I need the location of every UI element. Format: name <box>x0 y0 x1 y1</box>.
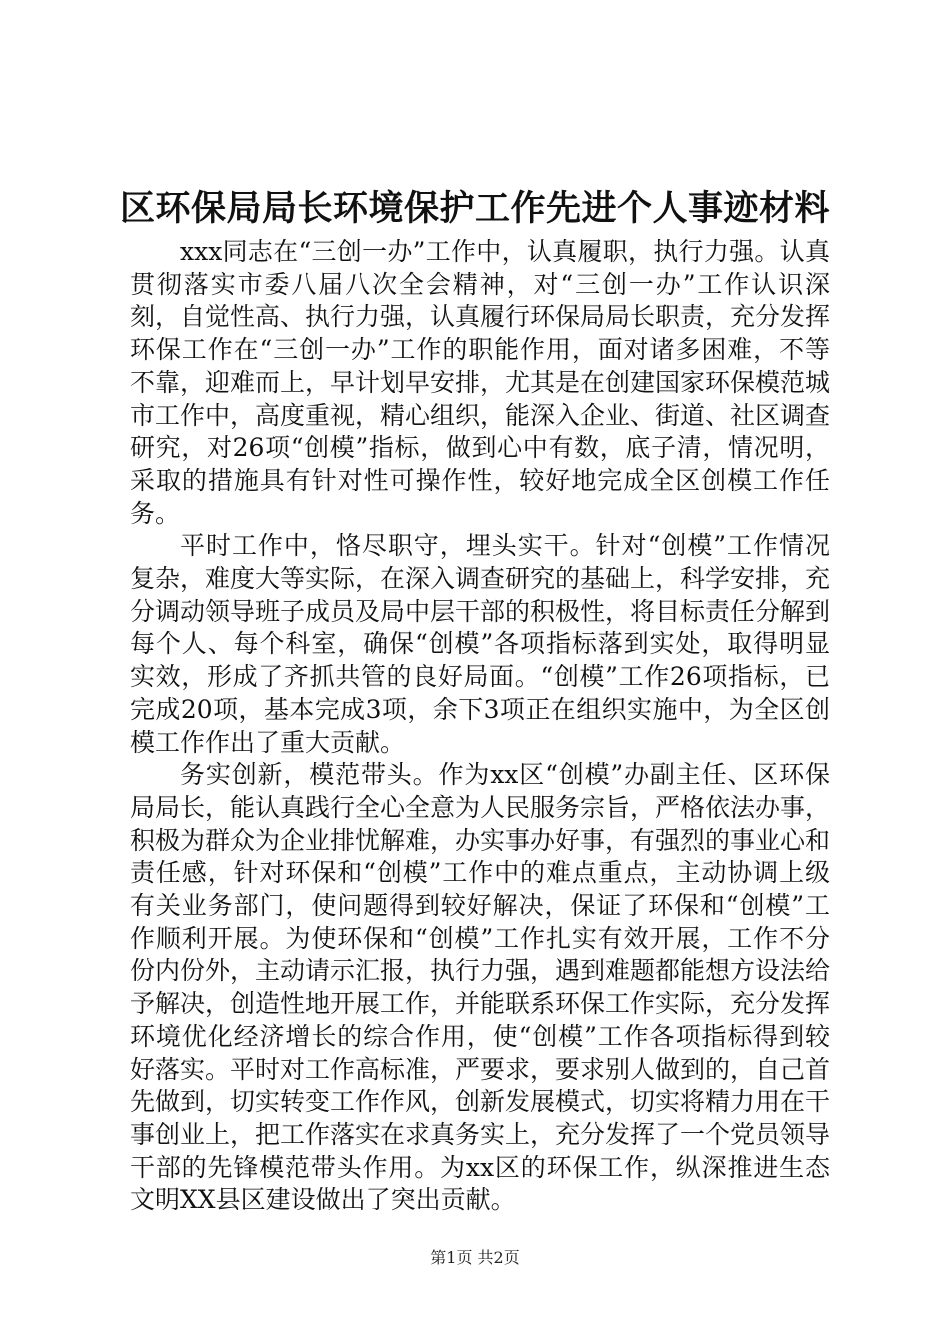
paragraph-1: xxx同志在“三创一办”工作中，认真履职，执行力强。认真贯彻落实市委八届八次全会精神，对“三创一办”工作认识深刻，自觉性高、执行力强，认真履行环保局局长职责，充分发挥环保工作在“三创一办”工作的职能作用，面对诸多困难，不等不靠，迎难而上，早计划早安排，尤其是在创建国家环保模范城市工作中，高度重视，精心组织，能深入企业、街道、社区调查研究，对26项“创模”指标，做到心中有数，底子清，情况明，采取的措施具有针对性可操作性，较好地完成全区创模工作任务。 <box>130 237 831 528</box>
paragraph-3: 务实创新，模范带头。作为xx区“创模”办副主任、区环保局局长，能认真践行全心全意为人民服务宗旨，严格依法办事，积极为群众为企业排忧解难，办实事办好事，有强烈的事业心和责任感，针对环保和“创模”工作中的难点重点，主动协调上级有关业务部门，使问题得到较好解决，保证了环保和“创模”工作顺利开展。为使环保和“创模”工作扎实有效开展，工作不分份内份外，主动请示汇报，执行力强，遇到难题都能想方设法给予解决，创造性地开展工作，并能联系环保工作实际，充分发挥环境优化经济增长的综合作用，使“创模”工作各项指标得到较好落实。平时对工作高标准，严要求，要求别人做到的，自己首先做到，切实转变工作作风，创新发展模式，切实将精力用在干事创业上，把工作落实在求真务实上，充分发挥了一个党员领导干部的先锋模范带头作用。为xx区的环保工作，纵深推进生态文明XX县区建设做出了突出贡献。 <box>130 760 831 1215</box>
paragraph-2: 平时工作中，恪尽职守，埋头实干。针对“创模”工作情况复杂，难度大等实际，在深入调查研究的基础上，科学安排，充分调动领导班子成员及局中层干部的积极性，将目标责任分解到每个人、每个科室，确保“创模”各项指标落到实处，取得明显实效，形成了齐抓共管的良好局面。“创模”工作26项指标，已完成20项，基本完成3项，余下3项正在组织实施中，为全区创模工作作出了重大贡献。 <box>130 531 831 757</box>
page-number-footer: 第1页 共2页 <box>430 1248 520 1267</box>
document-body <box>130 236 830 1217</box>
document-title: 区环保局局长环境保护工作先进个人事迹材料 <box>119 189 830 229</box>
